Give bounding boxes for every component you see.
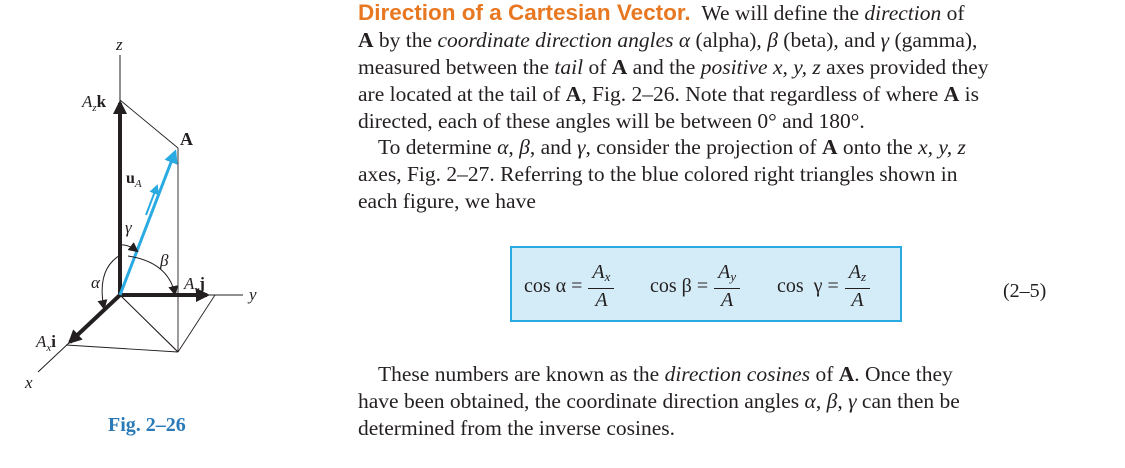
fraction-numerator — [845, 261, 870, 289]
cos-beta-equation — [650, 260, 740, 312]
p2-line-1 — [378, 134, 966, 160]
numerator-main: A — [718, 261, 731, 283]
text-span: of — [810, 362, 839, 386]
p1-line-4 — [358, 81, 979, 107]
a-label: A — [180, 129, 193, 149]
text-span: (alpha), — [690, 28, 768, 52]
text-span: by the — [373, 28, 438, 52]
text-span: onto the — [837, 135, 919, 159]
p1-line-2 — [358, 27, 977, 53]
p3-line-1 — [378, 361, 953, 387]
numerator-main: A — [592, 261, 605, 283]
equation-number: (2–5) — [1003, 280, 1047, 302]
ax-i-label: $A_xi$ — [36, 332, 57, 354]
text-span: A — [838, 362, 855, 386]
cos-beta-label: cos β = — [650, 274, 709, 297]
x-axis-label: x — [25, 373, 33, 392]
gamma-label: γ — [125, 218, 132, 237]
p2-line-2: axes, Fig. 2–27. Referring to the blue colored right triangles shown in — [358, 162, 958, 186]
vector-diagram — [0, 0, 330, 468]
text-span: , — [837, 389, 849, 413]
ay-j-label: $A_yj$ — [184, 274, 205, 296]
az-over-a-fraction — [845, 261, 870, 311]
cos-alpha-equation — [524, 260, 614, 312]
text-span: α — [804, 389, 816, 413]
figure-caption: Fig. 2–26 — [108, 414, 186, 436]
cos-alpha-label: cos α = — [524, 274, 583, 297]
ua-label: $u_A$ — [126, 170, 142, 190]
fraction-numerator — [714, 261, 740, 289]
text-span: γ — [848, 389, 857, 413]
numerator-main: A — [848, 261, 861, 283]
ax-i-vector — [70, 295, 120, 342]
text-span: , and — [529, 135, 578, 159]
direction-cosines-equation-box — [510, 246, 902, 322]
text-span: A — [611, 55, 628, 79]
text-span: coordinate direction angles α — [437, 28, 691, 52]
y-axis-label: y — [249, 285, 257, 304]
p1-line-5: directed, each of these angles will be between 0° and 180°. — [358, 109, 865, 133]
text-span: is — [959, 82, 979, 106]
text-span: These numbers are known as the — [378, 362, 665, 386]
text-span: x, y, z — [918, 135, 966, 159]
alpha-label: α — [91, 273, 100, 292]
fraction-denominator: A — [595, 289, 608, 311]
z-axis-label: z — [116, 35, 123, 54]
p1-line-3 — [358, 54, 989, 80]
text-span: (gamma), — [889, 28, 978, 52]
text-span: γ — [880, 28, 890, 52]
numerator-sub: y — [730, 269, 737, 284]
text-span: A — [358, 28, 374, 52]
text-span: A — [943, 82, 960, 106]
p3-line-2 — [358, 388, 960, 414]
cos-gamma-equation — [777, 260, 870, 312]
text-span: tail — [554, 55, 584, 79]
fraction-denominator: A — [851, 289, 864, 311]
text-span: measured between the — [358, 55, 555, 79]
az-k-label: $A_zk$ — [82, 92, 107, 114]
section-heading: Direction of a Cartesian Vector. — [358, 0, 691, 25]
text-span: axes provided they — [820, 55, 989, 79]
text-span: β — [826, 389, 838, 413]
text-span: can then be — [856, 389, 960, 413]
text-span: γ — [577, 135, 586, 159]
text-span: β — [767, 28, 778, 52]
text-span: , — [508, 135, 520, 159]
gamma-arc — [120, 245, 137, 251]
text-span: A — [565, 82, 582, 106]
text-span: To determine — [378, 135, 498, 159]
fraction-denominator: A — [721, 289, 734, 311]
text-span: direction cosines — [664, 362, 811, 386]
text-span: of — [941, 1, 965, 25]
text-span: of — [583, 55, 612, 79]
ax-over-a-fraction — [588, 261, 614, 311]
text-span: have been obtained, the coordinate direction angles — [358, 389, 805, 413]
beta-label: β — [160, 251, 169, 270]
fraction-numerator — [588, 261, 614, 289]
text-span: direction — [864, 1, 942, 25]
text-span: , consider the projection of — [585, 135, 822, 159]
p3-line-3: determined from the inverse cosines. — [358, 416, 676, 440]
figure-2-26 — [0, 0, 330, 468]
text-span: positive x, y, z — [700, 55, 821, 79]
text-span: , — [815, 389, 827, 413]
numerator-sub: z — [861, 269, 867, 284]
p1-line-1 — [358, 0, 965, 26]
text-span: We will define the — [701, 1, 865, 25]
numerator-sub: x — [604, 269, 611, 284]
p2-line-3: each figure, we have — [358, 189, 536, 213]
text-span: are located at the tail of — [358, 82, 566, 106]
text-span: . Once they — [854, 362, 953, 386]
text-span: (beta), and — [777, 28, 881, 52]
text-span: , Fig. 2–26. Note that regardless of where — [581, 82, 944, 106]
ay-over-a-fraction — [714, 261, 740, 311]
cos-gamma-label: cos γ = — [777, 274, 839, 297]
text-span: β — [519, 135, 530, 159]
text-span: α — [497, 135, 509, 159]
text-span: and the — [627, 55, 701, 79]
text-span: A — [821, 135, 838, 159]
